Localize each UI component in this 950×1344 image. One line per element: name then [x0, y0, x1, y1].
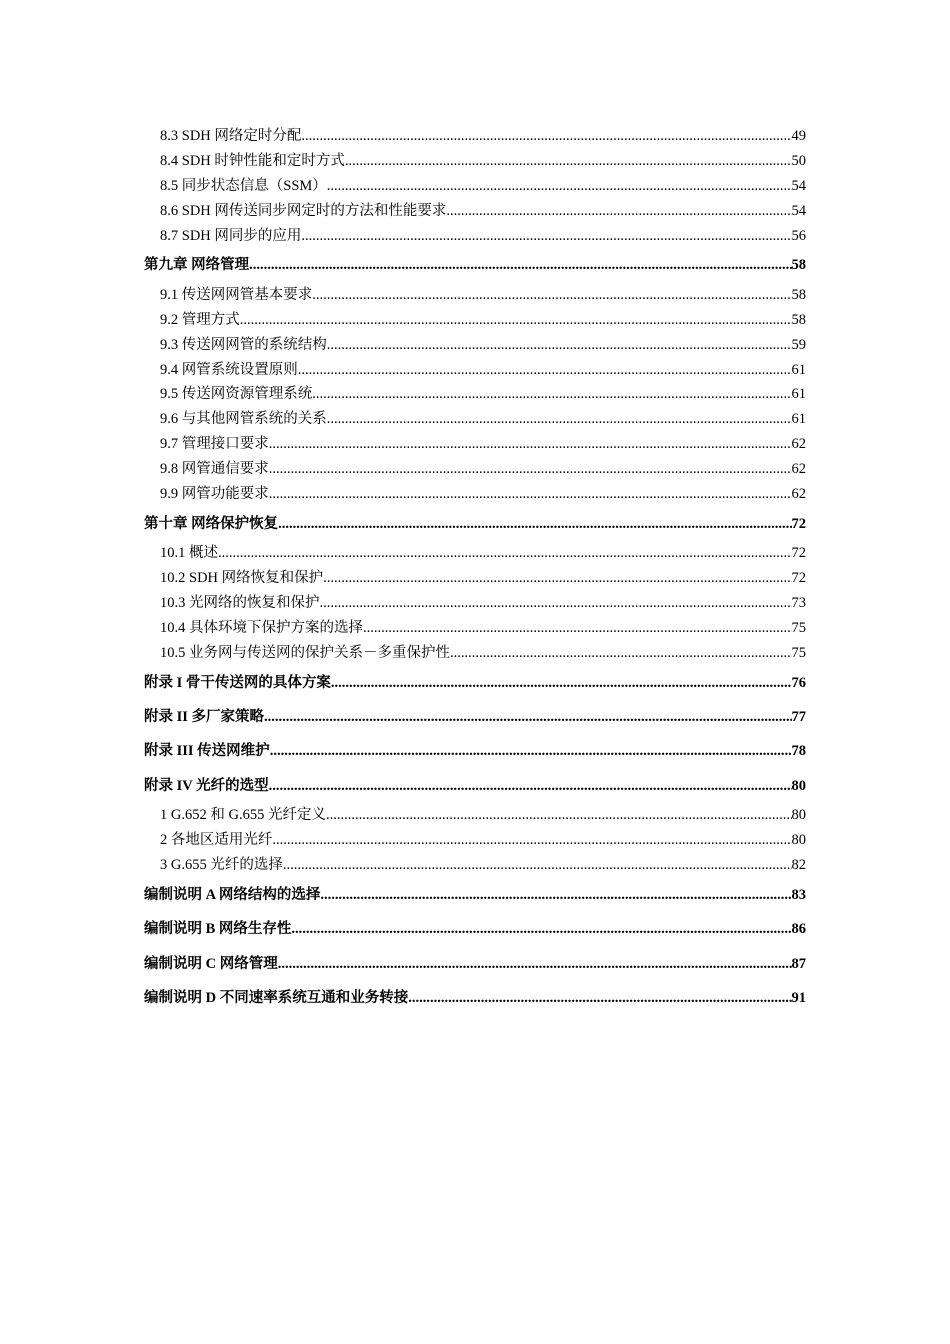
toc-entry-page: 75: [791, 619, 806, 636]
toc-chapter-page: 86: [791, 921, 806, 938]
toc-entry[interactable]: [144, 124, 806, 149]
toc-entry-page: 72: [791, 570, 806, 587]
toc-entry[interactable]: [144, 382, 806, 407]
toc-entry-page: 58: [791, 286, 806, 303]
dot-leader: [320, 591, 792, 616]
toc-entry-title: 9.5 传送网资源管理系统: [160, 386, 313, 403]
toc-chapter-page: 83: [791, 886, 806, 903]
toc-entry[interactable]: [144, 308, 806, 333]
toc-entry-title: 9.1 传送网网管基本要求: [160, 286, 313, 303]
toc-entry-page: 62: [791, 436, 806, 453]
dot-leader: [408, 981, 791, 1015]
toc-entry-page: 56: [791, 227, 806, 244]
toc-chapter-page: 76: [791, 674, 806, 691]
toc-entry-page: 62: [791, 461, 806, 478]
dot-leader: [240, 308, 792, 333]
toc-chapter-page: 72: [791, 515, 806, 532]
toc-entry-page: 62: [791, 485, 806, 502]
toc-chapter-entry[interactable]: [144, 734, 806, 768]
toc-entry-page: 61: [791, 411, 806, 428]
toc-entry-page: 73: [791, 595, 806, 612]
toc-entry[interactable]: [144, 224, 806, 249]
toc-entry-title: 8.5 同步状态信息（SSM）: [160, 177, 327, 194]
dot-leader: [312, 382, 791, 407]
toc-entry[interactable]: [144, 566, 806, 591]
toc-entry-title: 9.4 网管系统设置原则: [160, 361, 298, 378]
toc-entry[interactable]: [144, 283, 806, 308]
toc-entry-title: 10.2 SDH 网络恢复和保护: [160, 570, 324, 587]
toc-entry[interactable]: [144, 432, 806, 457]
toc-chapter-title: 第九章 网络管理: [144, 257, 250, 274]
toc-entry-title: 8.7 SDH 网同步的应用: [160, 227, 302, 244]
toc-chapter-title: 附录 I 骨干传送网的具体方案: [144, 674, 331, 691]
toc-entry[interactable]: [144, 803, 806, 828]
toc-entry[interactable]: [144, 333, 806, 358]
toc-entry-page: 75: [791, 644, 806, 661]
toc-entry[interactable]: [144, 407, 806, 432]
toc-chapter-entry[interactable]: [144, 248, 806, 282]
dot-leader: [331, 666, 792, 700]
dot-leader: [278, 947, 792, 981]
toc-chapter-entry[interactable]: [144, 507, 806, 541]
toc-entry[interactable]: [144, 616, 806, 641]
toc-entry-title: 10.1 概述: [160, 545, 218, 562]
toc-entry-title: 8.3 SDH 网络定时分配: [160, 128, 302, 144]
toc-chapter-page: 77: [791, 709, 806, 726]
dot-leader: [327, 333, 792, 358]
toc-entry-title: 2 各地区适用光纤: [160, 832, 273, 849]
toc-chapter-entry[interactable]: [144, 912, 806, 946]
toc-entry-page: 82: [791, 857, 806, 874]
toc-entry-page: 80: [791, 832, 806, 849]
toc-chapter-page: 91: [791, 990, 806, 1007]
dot-leader: [450, 641, 792, 666]
toc-entry-page: 80: [791, 807, 806, 824]
toc-entry-title: 9.2 管理方式: [160, 311, 240, 328]
toc-entry-page: 54: [791, 202, 806, 219]
dot-leader: [249, 248, 791, 282]
toc-entry-page: 72: [791, 545, 806, 562]
toc-chapter-title: 第十章 网络保护恢复: [144, 515, 279, 532]
toc-entry-title: 10.4 具体环境下保护方案的选择: [160, 619, 363, 636]
toc-chapter-entry[interactable]: [144, 700, 806, 734]
toc-entry-title: 3 G.655 光纤的选择: [160, 857, 283, 874]
toc-entry[interactable]: [144, 853, 806, 878]
dot-leader: [327, 407, 792, 432]
dot-leader: [269, 769, 792, 803]
dot-leader: [327, 174, 792, 199]
dot-leader: [323, 566, 791, 591]
toc-chapter-entry[interactable]: [144, 769, 806, 803]
toc-chapter-title: 编制说明 B 网络生存性: [144, 921, 292, 938]
toc-chapter-title: 附录 II 多厂家策略: [144, 709, 265, 726]
dot-leader: [291, 912, 791, 946]
toc-chapter-title: 编制说明 D 不同速率系统互通和业务转接: [144, 990, 409, 1007]
dot-leader: [269, 482, 792, 507]
toc-chapter-title: 编制说明 C 网络管理: [144, 955, 278, 972]
toc-entry-title: 10.3 光网络的恢复和保护: [160, 595, 320, 612]
toc-entry[interactable]: [144, 174, 806, 199]
toc-chapter-entry[interactable]: [144, 666, 806, 700]
dot-leader: [301, 124, 791, 149]
toc-entry-page: 50: [791, 152, 806, 169]
dot-leader: [269, 432, 792, 457]
toc-entry-page: 49: [791, 128, 806, 144]
toc-entry[interactable]: [144, 199, 806, 224]
toc-entry-page: 58: [791, 311, 806, 328]
dot-leader: [270, 734, 792, 768]
dot-leader: [326, 803, 792, 828]
dot-leader: [264, 700, 791, 734]
dot-leader: [301, 224, 791, 249]
toc-entry-page: 61: [791, 361, 806, 378]
dot-leader: [312, 283, 791, 308]
toc-entry[interactable]: [144, 641, 806, 666]
dot-leader: [283, 853, 792, 878]
dot-leader: [363, 616, 792, 641]
toc-entry-title: 8.6 SDH 网传送同步网定时的方法和性能要求: [160, 202, 447, 219]
dot-leader: [218, 541, 792, 566]
toc-chapter-page: 78: [791, 743, 806, 760]
dot-leader: [298, 358, 792, 383]
dot-leader: [272, 828, 791, 853]
toc-chapter-page: 87: [791, 955, 806, 972]
dot-leader: [278, 507, 791, 541]
toc-entry-page: 61: [791, 386, 806, 403]
dot-leader: [320, 878, 791, 912]
toc-entry[interactable]: [144, 149, 806, 174]
toc-entry-title: 10.5 业务网与传送网的保护关系－多重保护性: [160, 644, 450, 661]
toc-entry-title: 9.7 管理接口要求: [160, 436, 269, 453]
toc-entry-title: 9.6 与其他网管系统的关系: [160, 411, 327, 428]
dot-leader: [446, 199, 791, 224]
toc-chapter-page: 80: [791, 777, 806, 794]
toc-chapter-title: 附录 III 传送网维护: [144, 743, 270, 760]
toc-entry-title: 9.9 网管功能要求: [160, 485, 269, 502]
toc-chapter-title: 编制说明 A 网络结构的选择: [144, 886, 321, 903]
toc-entry[interactable]: [144, 358, 806, 383]
toc-entry-title: 9.3 传送网网管的系统结构: [160, 336, 327, 353]
toc-entry[interactable]: [144, 457, 806, 482]
toc-entry-page: 54: [791, 177, 806, 194]
toc-chapter-page: 58: [791, 257, 806, 274]
toc-chapter-entry[interactable]: [144, 981, 806, 1015]
toc-entry[interactable]: [144, 591, 806, 616]
toc-chapter-entry[interactable]: [144, 878, 806, 912]
toc-entry-title: 9.8 网管通信要求: [160, 461, 269, 478]
toc-entry[interactable]: [144, 828, 806, 853]
toc-entry-page: 59: [791, 336, 806, 353]
dot-leader: [345, 149, 792, 174]
toc-chapter-entry[interactable]: [144, 947, 806, 981]
toc-entry-title: 8.4 SDH 时钟性能和定时方式: [160, 152, 345, 169]
toc-entry[interactable]: [144, 482, 806, 507]
toc-chapter-title: 附录 IV 光纤的选型: [144, 777, 269, 794]
toc-entry-title: 1 G.652 和 G.655 光纤定义: [160, 807, 326, 824]
table-of-contents: [144, 124, 806, 1016]
toc-entry[interactable]: [144, 541, 806, 566]
dot-leader: [269, 457, 792, 482]
